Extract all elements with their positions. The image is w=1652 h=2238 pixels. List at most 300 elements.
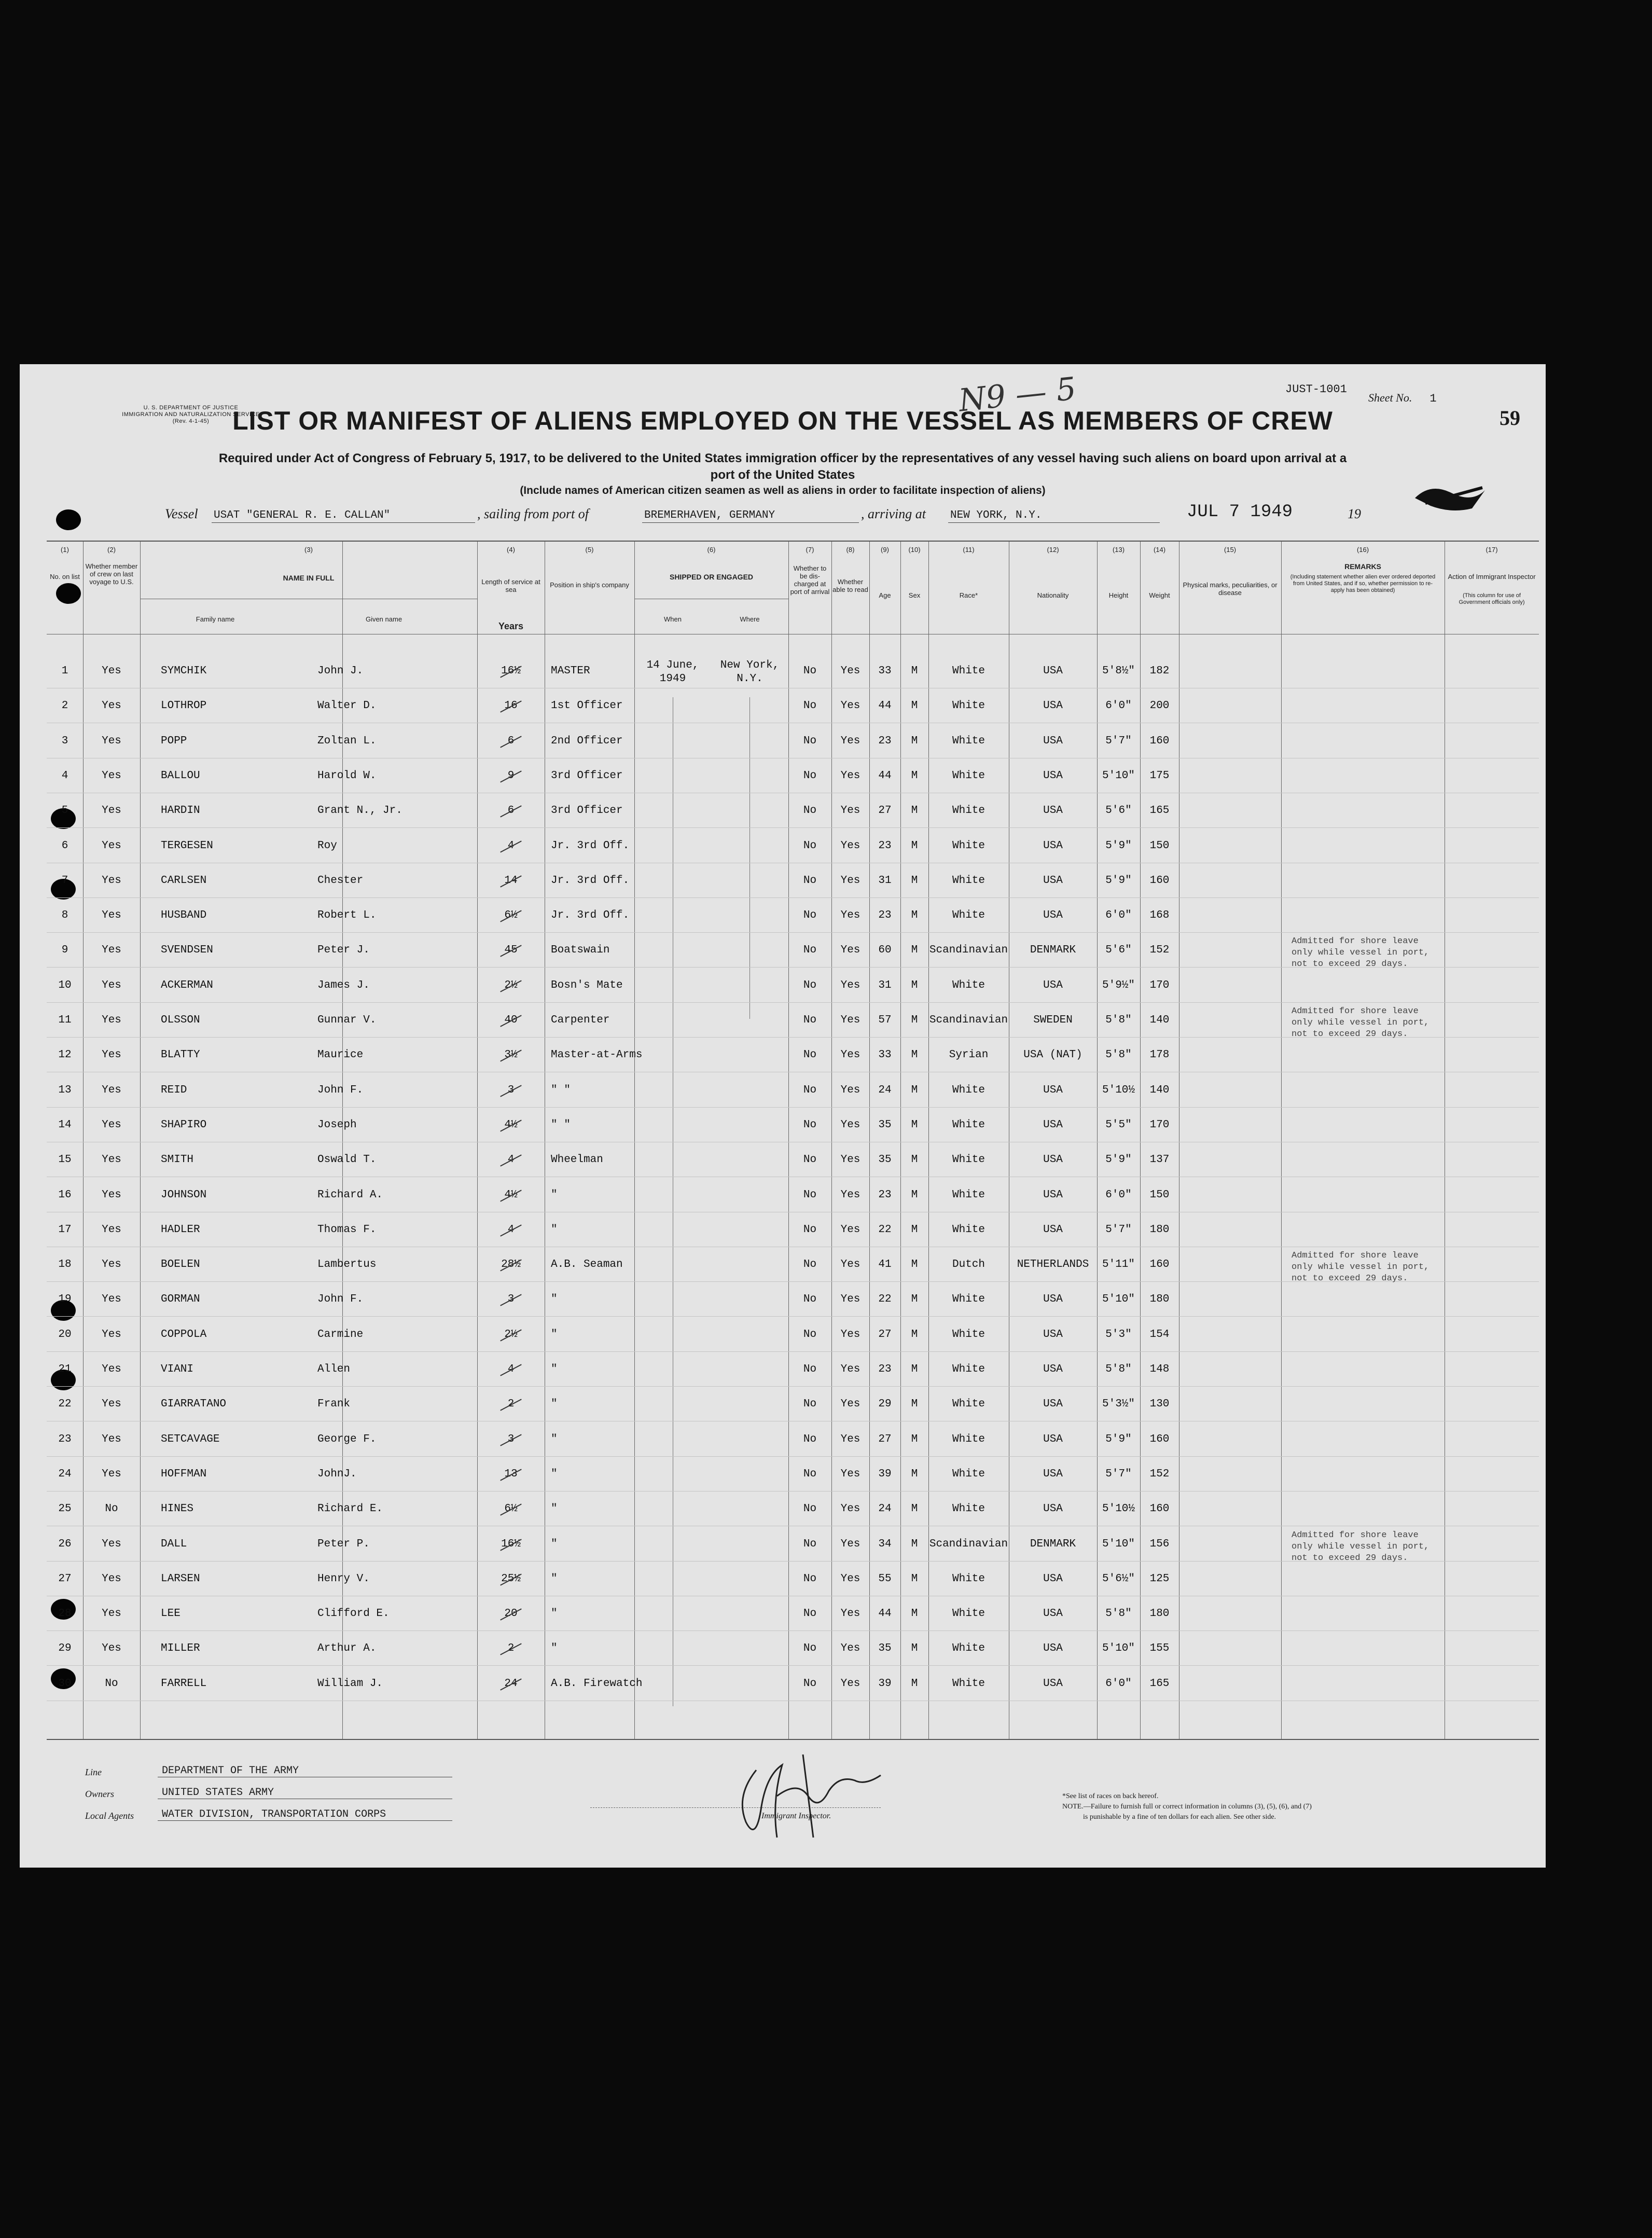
header-discharged: Whether to be dis-charged at port of arrival bbox=[790, 564, 830, 596]
cell-position: 1st Officer bbox=[551, 700, 623, 712]
cell-race: White bbox=[952, 735, 985, 747]
cell-race: White bbox=[952, 1642, 985, 1655]
cell-race: White bbox=[952, 1118, 985, 1131]
cell-family: HADLER bbox=[161, 1223, 200, 1236]
cell-sex: M bbox=[911, 1433, 918, 1445]
cell-crew: Yes bbox=[102, 1468, 121, 1480]
cell-given: Harold W. bbox=[317, 769, 377, 782]
cell-sex: M bbox=[911, 1608, 918, 1620]
cell-height: 5'11" bbox=[1102, 1259, 1135, 1271]
cell-race: Dutch bbox=[952, 1259, 985, 1271]
cell-no: 12 bbox=[58, 1049, 72, 1061]
header-years: Years bbox=[498, 621, 524, 631]
cell-age: 23 bbox=[878, 1189, 892, 1201]
cell-years: 4 bbox=[507, 1223, 515, 1236]
department-heading: U. S. DEPARTMENT OF JUSTICE IMMIGRATION AND NATURALIZATION SERVICE (Rev. 4-1-45) bbox=[122, 405, 260, 424]
cell-sex: M bbox=[911, 1293, 918, 1306]
col-number: (6) bbox=[707, 546, 716, 554]
cell-years: 2 bbox=[507, 1398, 515, 1411]
cell-height: 5'10½ bbox=[1102, 1084, 1135, 1096]
cell-race: White bbox=[952, 874, 985, 887]
cell-years: 3 bbox=[507, 1433, 515, 1445]
cell-position: Jr. 3rd Off. bbox=[551, 874, 630, 887]
cell-discharged: No bbox=[803, 665, 817, 677]
cell-position: " bbox=[551, 1328, 558, 1341]
cell-height: 5'10" bbox=[1102, 1538, 1135, 1550]
cell-sex: M bbox=[911, 1677, 918, 1690]
cell-nationality: USA bbox=[1043, 735, 1063, 747]
cell-discharged: No bbox=[803, 1259, 817, 1271]
cell-position: Bosn's Mate bbox=[551, 979, 623, 991]
cell-discharged: No bbox=[803, 909, 817, 922]
cell-age: 44 bbox=[878, 700, 892, 712]
col-number: (7) bbox=[806, 546, 814, 554]
cell-nationality: NETHERLANDS bbox=[1017, 1259, 1089, 1271]
remark-note: Admitted for shore leave only while vessel in port, not to exceed 29 days. bbox=[1292, 1530, 1429, 1563]
cell-discharged: No bbox=[803, 874, 817, 887]
cell-years: 25½ bbox=[501, 1572, 521, 1585]
cell-read: Yes bbox=[840, 1328, 860, 1341]
cell-discharged: No bbox=[803, 944, 817, 957]
cell-discharged: No bbox=[803, 1118, 817, 1131]
cell-height: 5'8" bbox=[1105, 1608, 1132, 1620]
cell-given: Oswald T. bbox=[317, 1154, 377, 1166]
cell-sex: M bbox=[911, 909, 918, 922]
cell-discharged: No bbox=[803, 1363, 817, 1375]
cell-no: 6 bbox=[61, 839, 68, 852]
col-number: (2) bbox=[107, 546, 116, 554]
cell-years: 3 bbox=[507, 1084, 515, 1096]
cell-age: 44 bbox=[878, 769, 892, 782]
cell-no: 2 bbox=[61, 700, 68, 712]
cell-height: 5'8½" bbox=[1102, 665, 1135, 677]
cell-position: " bbox=[551, 1363, 558, 1375]
cell-discharged: No bbox=[803, 839, 817, 852]
cell-sex: M bbox=[911, 1642, 918, 1655]
cell-weight: 160 bbox=[1149, 874, 1170, 887]
cell-age: 33 bbox=[878, 1049, 892, 1061]
cell-discharged: No bbox=[803, 700, 817, 712]
cell-given: William J. bbox=[317, 1677, 383, 1690]
cell-sex: M bbox=[911, 665, 918, 677]
cell-given: John J. bbox=[317, 665, 364, 677]
cell-given: James J. bbox=[317, 979, 370, 991]
header-length-of-service: Length of service at sea bbox=[481, 578, 540, 593]
cell-race: White bbox=[952, 1084, 985, 1096]
cell-given: JohnJ. bbox=[317, 1468, 357, 1480]
cell-sex: M bbox=[911, 1503, 918, 1515]
cell-nationality: USA bbox=[1043, 1084, 1063, 1096]
cell-no: 19 bbox=[58, 1293, 72, 1306]
cell-age: 22 bbox=[878, 1293, 892, 1306]
cell-read: Yes bbox=[840, 944, 860, 957]
cell-weight: 125 bbox=[1149, 1572, 1170, 1585]
cell-position: " bbox=[551, 1468, 558, 1480]
cell-years: 2½ bbox=[504, 979, 518, 991]
cell-age: 31 bbox=[878, 979, 892, 991]
cell-height: 5'9" bbox=[1105, 1433, 1132, 1445]
cell-age: 39 bbox=[878, 1468, 892, 1480]
cell-crew: Yes bbox=[102, 1189, 121, 1201]
cell-nationality: SWEDEN bbox=[1033, 1014, 1073, 1026]
col-number: (9) bbox=[881, 546, 889, 554]
cell-family: BLATTY bbox=[161, 1049, 200, 1061]
cell-nationality: USA bbox=[1043, 909, 1063, 922]
cell-discharged: No bbox=[803, 769, 817, 782]
cell-years: 14 bbox=[504, 874, 518, 887]
cell-weight: 150 bbox=[1149, 1189, 1170, 1201]
cell-years: 16½ bbox=[501, 665, 521, 677]
cell-no: 28 bbox=[58, 1608, 72, 1620]
cell-age: 23 bbox=[878, 735, 892, 747]
header-family-name: Family name bbox=[196, 615, 235, 623]
cell-sex: M bbox=[911, 1572, 918, 1585]
cell-given: Roy bbox=[317, 839, 337, 852]
cell-weight: 148 bbox=[1149, 1363, 1170, 1375]
cell-nationality: USA bbox=[1043, 839, 1063, 852]
form-number: JUST-1001 bbox=[1285, 383, 1347, 396]
cell-discharged: No bbox=[803, 1538, 817, 1550]
cell-read: Yes bbox=[840, 1084, 860, 1096]
cell-given: Arthur A. bbox=[317, 1642, 377, 1655]
cell-position: " bbox=[551, 1538, 558, 1550]
cell-read: Yes bbox=[840, 1259, 860, 1271]
cell-sex: M bbox=[911, 979, 918, 991]
cell-age: 55 bbox=[878, 1572, 892, 1585]
cell-no: 29 bbox=[58, 1642, 72, 1655]
arrival-date-stamp: JUL 7 1949 bbox=[1187, 502, 1293, 522]
cell-height: 5'6" bbox=[1105, 944, 1132, 957]
cell-no: 3 bbox=[61, 735, 68, 747]
cell-family: SETCAVAGE bbox=[161, 1433, 220, 1445]
cell-family: OLSSON bbox=[161, 1014, 200, 1026]
page-number: 59 bbox=[1500, 406, 1520, 430]
cell-family: SHAPIRO bbox=[161, 1118, 207, 1131]
cell-crew: Yes bbox=[102, 839, 121, 852]
col-number: (16) bbox=[1356, 546, 1369, 554]
cell-crew: Yes bbox=[102, 665, 121, 677]
cell-height: 5'10½ bbox=[1102, 1503, 1135, 1515]
cell-sex: M bbox=[911, 769, 918, 782]
cell-given: Richard A. bbox=[317, 1189, 383, 1201]
owners-value: UNITED STATES ARMY bbox=[158, 1787, 452, 1799]
cell-nationality: USA bbox=[1043, 665, 1063, 677]
cell-family: HUSBAND bbox=[161, 909, 207, 922]
cell-years: 16 bbox=[504, 700, 518, 712]
cell-read: Yes bbox=[840, 1223, 860, 1236]
subtitle-note: (Include names of American citizen seamen as well as aliens in order to facilitate inspection of aliens) bbox=[520, 485, 1046, 496]
cell-age: 24 bbox=[878, 1084, 892, 1096]
cell-sex: M bbox=[911, 1154, 918, 1166]
col-number: (13) bbox=[1112, 546, 1125, 554]
cell-given: Zoltan L. bbox=[317, 735, 377, 747]
cell-crew: Yes bbox=[102, 805, 121, 817]
cell-no: 4 bbox=[61, 769, 68, 782]
cell-discharged: No bbox=[803, 1049, 817, 1061]
cell-race: White bbox=[952, 839, 985, 852]
cell-weight: 160 bbox=[1149, 1259, 1170, 1271]
cell-height: 5'8" bbox=[1105, 1049, 1132, 1061]
cell-family: FARRELL bbox=[161, 1677, 207, 1690]
cell-height: 5'10" bbox=[1102, 1293, 1135, 1306]
cell-sex: M bbox=[911, 1259, 918, 1271]
cell-height: 5'8" bbox=[1105, 1363, 1132, 1375]
cell-no: 20 bbox=[58, 1328, 72, 1341]
cell-crew: Yes bbox=[102, 909, 121, 922]
cell-age: 31 bbox=[878, 874, 892, 887]
manifest-sheet bbox=[20, 364, 1546, 1868]
cell-position: " bbox=[551, 1608, 558, 1620]
header-remarks-note: (Including statement whether alien ever ordered deported from United States, and if so, whether permission to re-apply has been obtained) bbox=[1290, 574, 1436, 593]
cell-no: 23 bbox=[58, 1433, 72, 1445]
subtitle: Required under Act of Congress of February 5, 1917, to be delivered to the United States immigration officer by the representatives of any vessel having such aliens on board upon arrival at a bbox=[218, 451, 1347, 465]
header-action: Action of Immigrant Inspector bbox=[1448, 573, 1536, 581]
cell-height: 5'9" bbox=[1105, 874, 1132, 887]
sailing-label: , sailing from port of bbox=[477, 506, 589, 521]
cell-years: 3½ bbox=[504, 1049, 518, 1061]
cell-years: 2 bbox=[507, 1642, 515, 1655]
col-number: (12) bbox=[1047, 546, 1059, 554]
cell-race: White bbox=[952, 1608, 985, 1620]
cell-weight: 170 bbox=[1149, 979, 1170, 991]
cell-age: 27 bbox=[878, 805, 892, 817]
cell-race: White bbox=[952, 1677, 985, 1690]
cell-race: White bbox=[952, 1468, 985, 1480]
cell-crew: Yes bbox=[102, 944, 121, 957]
cell-sex: M bbox=[911, 839, 918, 852]
cell-position: 2nd Officer bbox=[551, 735, 623, 747]
cell-discharged: No bbox=[803, 735, 817, 747]
agents-value: WATER DIVISION, TRANSPORTATION CORPS bbox=[158, 1808, 452, 1821]
cell-crew: Yes bbox=[102, 1328, 121, 1341]
cell-sex: M bbox=[911, 1049, 918, 1061]
cell-age: 35 bbox=[878, 1154, 892, 1166]
cell-no: 21 bbox=[58, 1363, 72, 1375]
page-title: LIST OR MANIFEST OF ALIENS EMPLOYED ON THE VESSEL AS MEMBERS OF CREW bbox=[232, 406, 1333, 435]
cell-read: Yes bbox=[840, 1154, 860, 1166]
cell-age: 29 bbox=[878, 1398, 892, 1411]
col-number: (10) bbox=[908, 546, 921, 554]
cell-race: White bbox=[952, 1154, 985, 1166]
cell-family: BALLOU bbox=[161, 769, 200, 782]
cell-race: Scandinavian bbox=[929, 944, 1008, 957]
vessel-name: USAT "GENERAL R. E. CALLAN" bbox=[212, 509, 475, 523]
cell-race: White bbox=[952, 1503, 985, 1515]
cell-given: Lambertus bbox=[317, 1259, 377, 1271]
cell-read: Yes bbox=[840, 909, 860, 922]
cell-weight: 180 bbox=[1149, 1608, 1170, 1620]
cell-position: " bbox=[551, 1189, 558, 1201]
cell-weight: 156 bbox=[1149, 1538, 1170, 1550]
cell-position: 3rd Officer bbox=[551, 805, 623, 817]
cell-nationality: USA bbox=[1043, 1433, 1063, 1445]
cell-age: 23 bbox=[878, 1363, 892, 1375]
cell-given: Allen bbox=[317, 1363, 351, 1375]
cell-read: Yes bbox=[840, 1049, 860, 1061]
col-number: (8) bbox=[846, 546, 855, 554]
cell-age: 23 bbox=[878, 909, 892, 922]
cell-discharged: No bbox=[803, 1189, 817, 1201]
cell-nationality: USA bbox=[1043, 1363, 1063, 1375]
header-remarks: REMARKS bbox=[1344, 562, 1381, 571]
cell-crew: Yes bbox=[102, 1259, 121, 1271]
cell-crew: Yes bbox=[102, 1363, 121, 1375]
header-where: Where bbox=[740, 615, 760, 623]
cell-years: 6½ bbox=[504, 909, 518, 922]
cell-discharged: No bbox=[803, 1328, 817, 1341]
cell-read: Yes bbox=[840, 805, 860, 817]
port-to: NEW YORK, N.Y. bbox=[948, 509, 1160, 523]
cell-crew: Yes bbox=[102, 1398, 121, 1411]
cell-given: Richard E. bbox=[317, 1503, 383, 1515]
cell-nationality: USA bbox=[1043, 805, 1063, 817]
header-no-on-list: No. on list bbox=[50, 573, 80, 581]
remark-note: Admitted for shore leave only while vessel in port, not to exceed 29 days. bbox=[1292, 1006, 1429, 1039]
cell-discharged: No bbox=[803, 1468, 817, 1480]
cell-years: 45 bbox=[504, 944, 518, 957]
cell-race: White bbox=[952, 1293, 985, 1306]
cell-family: HOFFMAN bbox=[161, 1468, 207, 1480]
cell-years: 28½ bbox=[501, 1259, 521, 1271]
agents-label: Local Agents bbox=[85, 1811, 134, 1821]
cell-family: DALL bbox=[161, 1538, 187, 1550]
cell-no: 22 bbox=[58, 1398, 72, 1411]
cell-nationality: USA bbox=[1043, 1503, 1063, 1515]
cell-height: 5'9½" bbox=[1102, 979, 1135, 991]
cell-nationality: USA (NAT) bbox=[1023, 1049, 1082, 1061]
cell-no: 27 bbox=[58, 1572, 72, 1585]
cell-read: Yes bbox=[840, 1642, 860, 1655]
cell-weight: 175 bbox=[1149, 769, 1170, 782]
cell-sex: M bbox=[911, 700, 918, 712]
cell-years: 6½ bbox=[504, 1503, 518, 1515]
cell-no: 8 bbox=[61, 909, 68, 922]
cell-read: Yes bbox=[840, 1118, 860, 1131]
cell-read: Yes bbox=[840, 1503, 860, 1515]
cell-no: 14 bbox=[58, 1118, 72, 1131]
cell-height: 5'9" bbox=[1105, 1154, 1132, 1166]
cell-read: Yes bbox=[840, 1538, 860, 1550]
cell-discharged: No bbox=[803, 1293, 817, 1306]
cell-crew: Yes bbox=[102, 1118, 121, 1131]
penalty-note-cont: is punishable by a fine of ten dollars for each alien. See other side. bbox=[1083, 1813, 1276, 1821]
cell-years: 9 bbox=[507, 769, 515, 782]
cell-nationality: USA bbox=[1043, 874, 1063, 887]
cell-position: " " bbox=[551, 1118, 571, 1131]
cell-sex: M bbox=[911, 1223, 918, 1236]
handwritten-note: N9 — 5 bbox=[956, 370, 1078, 419]
cell-race: White bbox=[952, 1433, 985, 1445]
cell-discharged: No bbox=[803, 1433, 817, 1445]
cell-nationality: USA bbox=[1043, 1223, 1063, 1236]
cell-race: White bbox=[952, 1223, 985, 1236]
cell-family: MILLER bbox=[161, 1642, 200, 1655]
col-number: (14) bbox=[1153, 546, 1166, 554]
cell-position: " " bbox=[551, 1084, 571, 1096]
cell-nationality: USA bbox=[1043, 700, 1063, 712]
cell-crew: Yes bbox=[102, 979, 121, 991]
cell-nationality: USA bbox=[1043, 1154, 1063, 1166]
owners-label: Owners bbox=[85, 1789, 115, 1799]
cell-position: Jr. 3rd Off. bbox=[551, 839, 630, 852]
header-action-note: (This column for use of Government officials only) bbox=[1459, 592, 1525, 605]
cell-read: Yes bbox=[840, 1677, 860, 1690]
cell-height: 5'6½" bbox=[1102, 1572, 1135, 1585]
remark-note: Admitted for shore leave only while vessel in port, not to exceed 29 days. bbox=[1292, 936, 1429, 970]
cell-crew: Yes bbox=[102, 700, 121, 712]
cell-no: 30 bbox=[58, 1677, 72, 1690]
cell-read: Yes bbox=[840, 1572, 860, 1585]
cell-position: " bbox=[551, 1223, 558, 1236]
cell-nationality: USA bbox=[1043, 1398, 1063, 1411]
cell-height: 5'10" bbox=[1102, 769, 1135, 782]
cell-no: 9 bbox=[61, 944, 68, 957]
line-label: Line bbox=[85, 1767, 102, 1777]
cell-family: ACKERMAN bbox=[161, 979, 213, 991]
races-note: *See list of races on back hereof. bbox=[1062, 1792, 1159, 1800]
cell-crew: Yes bbox=[102, 1223, 121, 1236]
cell-no: 25 bbox=[58, 1503, 72, 1515]
cell-weight: 152 bbox=[1149, 1468, 1170, 1480]
cell-weight: 160 bbox=[1149, 1433, 1170, 1445]
cell-discharged: No bbox=[803, 1503, 817, 1515]
cell-sex: M bbox=[911, 805, 918, 817]
header-position: Position in ship's company bbox=[550, 581, 629, 589]
cell-nationality: USA bbox=[1043, 1293, 1063, 1306]
cell-age: 41 bbox=[878, 1259, 892, 1271]
cell-position: MASTER bbox=[551, 665, 590, 677]
cell-crew: Yes bbox=[102, 1642, 121, 1655]
cell-weight: 140 bbox=[1149, 1014, 1170, 1026]
cell-read: Yes bbox=[840, 874, 860, 887]
cell-nationality: USA bbox=[1043, 1608, 1063, 1620]
cell-sex: M bbox=[911, 1538, 918, 1550]
crew-table bbox=[47, 541, 1539, 1740]
cell-discharged: No bbox=[803, 1608, 817, 1620]
cell-position: " bbox=[551, 1398, 558, 1411]
cell-height: 5'7" bbox=[1105, 735, 1132, 747]
cell-discharged: No bbox=[803, 979, 817, 991]
cell-given: Grant N., Jr. bbox=[317, 805, 402, 817]
header-shipped-or-engaged: SHIPPED OR ENGAGED bbox=[669, 573, 754, 581]
inspector-label: Immigrant Inspector. bbox=[761, 1812, 831, 1820]
cell-sex: M bbox=[911, 1189, 918, 1201]
cell-years: 4½ bbox=[504, 1189, 518, 1201]
cell-height: 5'7" bbox=[1105, 1468, 1132, 1480]
cell-age: 57 bbox=[878, 1014, 892, 1026]
cell-weight: 180 bbox=[1149, 1293, 1170, 1306]
cell-years: 4½ bbox=[504, 1118, 518, 1131]
cell-family: SVENDSEN bbox=[161, 944, 213, 957]
cell-years: 13 bbox=[504, 1468, 518, 1480]
year-label: 19 bbox=[1348, 506, 1361, 521]
cell-read: Yes bbox=[840, 839, 860, 852]
cell-nationality: USA bbox=[1043, 769, 1063, 782]
cell-given: Maurice bbox=[317, 1049, 364, 1061]
cell-family: SMITH bbox=[161, 1154, 194, 1166]
cell-given: Thomas F. bbox=[317, 1223, 377, 1236]
cell-race: White bbox=[952, 909, 985, 922]
cell-given: John F. bbox=[317, 1293, 364, 1306]
cell-given: Frank bbox=[317, 1398, 351, 1411]
cell-race: White bbox=[952, 1398, 985, 1411]
cell-crew: Yes bbox=[102, 1572, 121, 1585]
cell-weight: 152 bbox=[1149, 944, 1170, 957]
cell-height: 5'3½" bbox=[1102, 1398, 1135, 1411]
cell-family: LARSEN bbox=[161, 1572, 200, 1585]
col-number: (15) bbox=[1224, 546, 1237, 554]
cell-given: Carmine bbox=[317, 1328, 364, 1341]
